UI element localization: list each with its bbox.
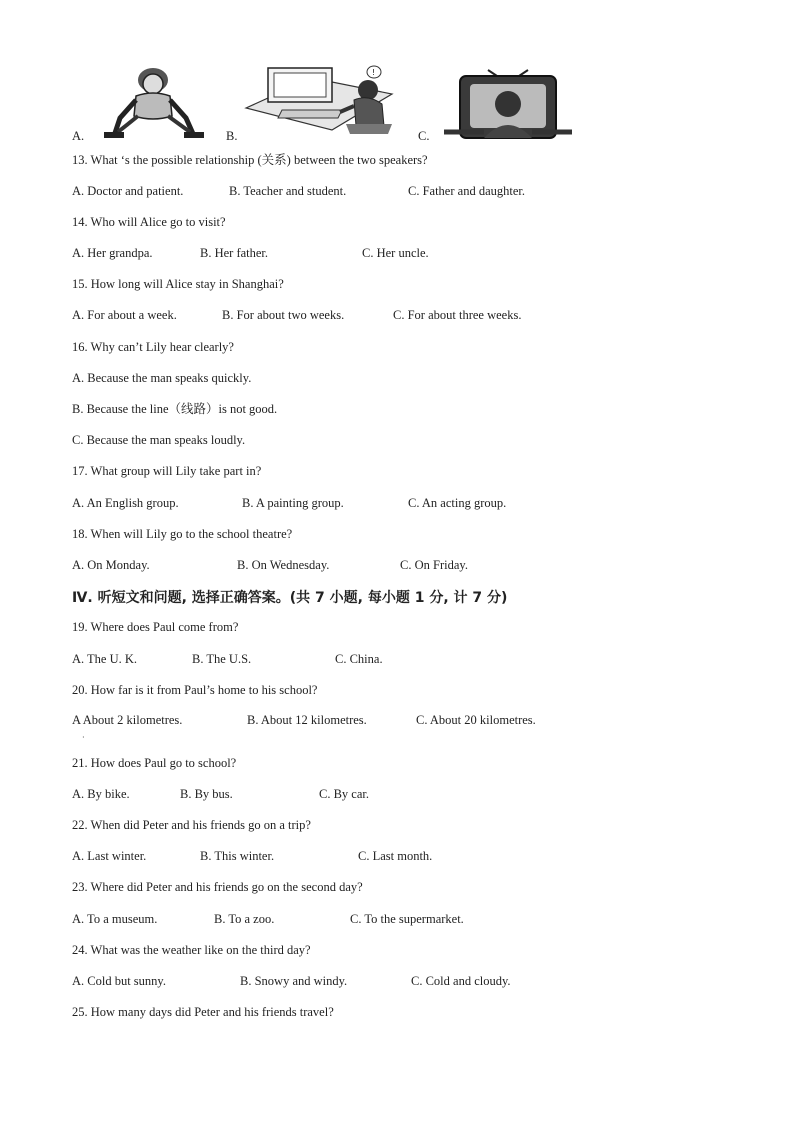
question-17-stem: 17. What group will Lily take part in? bbox=[72, 464, 262, 478]
question-23-option-c[interactable]: C. To the supermarket. bbox=[350, 912, 464, 926]
question-23-stem: 23. Where did Peter and his friends go on the second day? bbox=[72, 880, 363, 894]
question-19-stem: 19. Where does Paul come from? bbox=[72, 620, 239, 634]
question-17-option-c[interactable]: C. An acting group. bbox=[408, 496, 507, 510]
question-14-option-b[interactable]: B. Her father. bbox=[200, 246, 269, 260]
question-24-option-a[interactable]: A. Cold but sunny. bbox=[72, 974, 166, 988]
tv-watcher-picture bbox=[440, 66, 576, 140]
question-24-option-c[interactable]: C. Cold and cloudy. bbox=[411, 974, 511, 988]
question-21-option-b[interactable]: B. By bus. bbox=[180, 787, 233, 801]
question-20-option-c[interactable]: C. About 20 kilometres. bbox=[416, 713, 536, 727]
question-21-option-c[interactable]: C. By car. bbox=[319, 787, 369, 801]
question-13-option-c[interactable]: C. Father and daughter. bbox=[408, 184, 525, 198]
question-19-option-c[interactable]: C. China. bbox=[335, 652, 383, 666]
picture-option-b-label: B. bbox=[226, 129, 238, 143]
question-21-option-a[interactable]: A. By bike. bbox=[72, 787, 130, 801]
question-18-stem: 18. When will Lily go to the school theatre? bbox=[72, 527, 293, 541]
question-13-option-a[interactable]: A. Doctor and patient. bbox=[72, 184, 184, 198]
question-21-stem: 21. How does Paul go to school? bbox=[72, 756, 237, 770]
question-13-stem: 13. What ‘s the possible relationship (关系) between the two speakers? bbox=[72, 153, 428, 167]
question-22-stem: 22. When did Peter and his friends go on a trip? bbox=[72, 818, 311, 832]
exercising-woman-picture bbox=[98, 66, 208, 140]
question-24-stem: 24. What was the weather like on the third day? bbox=[72, 943, 311, 957]
question-24-option-b[interactable]: B. Snowy and windy. bbox=[240, 974, 348, 988]
question-15-option-b[interactable]: B. For about two weeks. bbox=[222, 308, 345, 322]
question-18-option-a[interactable]: A. On Monday. bbox=[72, 558, 150, 572]
question-15-option-a[interactable]: A. For about a week. bbox=[72, 308, 177, 322]
question-20-option-b[interactable]: B. About 12 kilometres. bbox=[247, 713, 367, 727]
computer-user-picture bbox=[242, 64, 406, 136]
question-17-option-a[interactable]: A. An English group. bbox=[72, 496, 179, 510]
svg-text:!: ! bbox=[372, 68, 376, 77]
question-22-option-b[interactable]: B. This winter. bbox=[200, 849, 275, 863]
question-14-option-c[interactable]: C. Her uncle. bbox=[362, 246, 429, 260]
question-16-option-c[interactable]: C. Because the man speaks loudly. bbox=[72, 433, 246, 447]
picture-option-a-label: A. bbox=[72, 129, 85, 143]
stray-dot-mark: · bbox=[82, 733, 85, 742]
question-22-option-c[interactable]: C. Last month. bbox=[358, 849, 433, 863]
question-15-option-c[interactable]: C. For about three weeks. bbox=[393, 308, 522, 322]
question-20-option-a[interactable]: A About 2 kilometres. bbox=[72, 713, 183, 727]
question-18-option-b[interactable]: B. On Wednesday. bbox=[237, 558, 330, 572]
question-14-stem: 14. Who will Alice go to visit? bbox=[72, 215, 226, 229]
question-16-stem: 16. Why can’t Lily hear clearly? bbox=[72, 340, 234, 354]
section-4-heading: Ⅳ. 听短文和问题, 选择正确答案。(共 7 小题, 每小题 1 分, 计 7 分) bbox=[72, 590, 508, 606]
question-15-stem: 15. How long will Alice stay in Shanghai? bbox=[72, 277, 284, 291]
question-17-option-b[interactable]: B. A painting group. bbox=[242, 496, 344, 510]
question-19-option-a[interactable]: A. The U. K. bbox=[72, 652, 138, 666]
question-23-option-b[interactable]: B. To a zoo. bbox=[214, 912, 275, 926]
question-14-option-a[interactable]: A. Her grandpa. bbox=[72, 246, 153, 260]
question-20-stem: 20. How far is it from Paul’s home to his school? bbox=[72, 683, 318, 697]
question-16-option-a[interactable]: A. Because the man speaks quickly. bbox=[72, 371, 252, 385]
question-23-option-a[interactable]: A. To a museum. bbox=[72, 912, 158, 926]
question-18-option-c[interactable]: C. On Friday. bbox=[400, 558, 468, 572]
question-25-stem: 25. How many days did Peter and his friends travel? bbox=[72, 1005, 334, 1019]
question-19-option-b[interactable]: B. The U.S. bbox=[192, 652, 252, 666]
question-13-option-b[interactable]: B. Teacher and student. bbox=[229, 184, 347, 198]
picture-option-c-label: C. bbox=[418, 129, 430, 143]
question-22-option-a[interactable]: A. Last winter. bbox=[72, 849, 147, 863]
question-16-option-b[interactable]: B. Because the line（线路）is not good. bbox=[72, 402, 278, 416]
